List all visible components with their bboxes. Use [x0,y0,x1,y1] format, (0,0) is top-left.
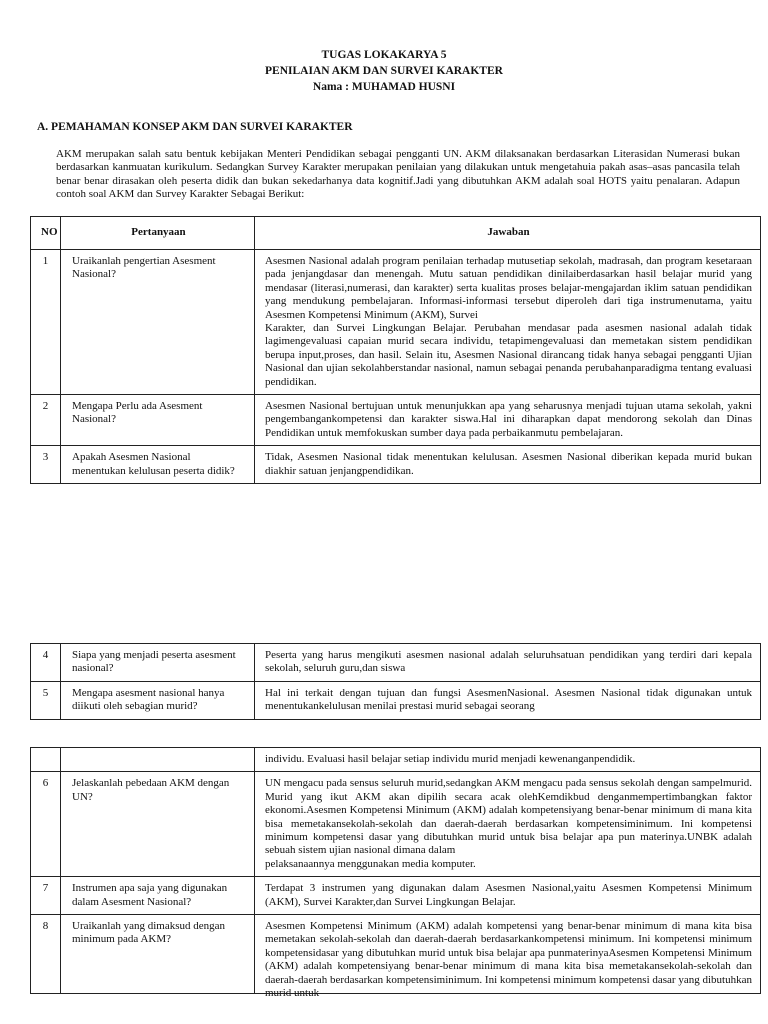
row-question: Uraikanlah pengertian Asesment Nasional? [61,250,255,395]
row-number: 3 [31,446,61,484]
row-question: Apakah Asesmen Nasional menentukan kelulusan peserta didik? [61,446,255,484]
row-answer: Asesmen Nasional bertujuan untuk menunjukkan apa yang seharusnya menjadi tujuan utama sekolah, yakni pengembangankompetensi dan karakter siswa.Hal ini diharapkan dapat mendorong sekolah dan Dinas Pendidikan untuk memfokuskan sumber daya pada perbaikanmutu pembelajaran. [255,395,761,446]
table-row [31,250,761,395]
table-row [31,772,761,877]
row-answer: Asesmen Nasional adalah program penilaian terhadap mutusetiap sekolah, madrasah, dan program kesetaraan pada jenjangdasar dan menengah. Mutu satuan pendidikan dinilaiberdasarkan hasil belajar murid yang mendasar (literasi,numerasi, dan karakter) serta kualitas proses belajar-mengajardan iklim satuan pendidikan yang mendukung pembelajaran. Informasi-informasi tersebut diperoleh dari tiga instrumenutama, yaitu Asesmen Kompetensi Minimum (AKM), Survei Karakter, dan Survei Lingkungan Belajar. Perubahan mendasar pada asesmen nasional adalah tidak lagimengevaluasi capaian murid secara individu, tetapimengevaluasi dan memetakan sistem pendidikan berupa input,proses, dan hasil. Selain itu, Asesmen Nasional dirancang tidak hanya sebagai pengganti Ujian Nasional dan ujian sekolahberstandar nasional, namun sebagai penanda perubahanparadigma tentang evaluasi pendidikan. [255,250,761,395]
table-header-row [31,217,761,250]
row-number: 1 [31,250,61,395]
document-title: TUGAS LOKAKARYA 5 [321,49,447,61]
table-row [31,877,761,915]
row-answer: Terdapat 3 instrumen yang digunakan dalam Asesmen Nasional,yaitu Asesmen Kompetensi Minimum (AKM), Survei Karakter,dan Survei Lingkungan Belajar. [255,877,761,915]
row-number [31,748,61,772]
table-row [31,681,761,719]
row-question: Jelaskanlah pebedaan AKM dengan UN? [61,772,255,877]
author-name: Nama : MUHAMAD HUSNI [312,81,456,93]
row-answer-text: Asesmen Kompetensi Minimum (AKM) adalah kompetensi yang benar-benar minimum di mana kita bisa memetakan sekolah-sekolah dan daerah-daerah berdasarkankompetensi minimum. Ini kompetensi minimum kompetensidasar yang dibutuhkan murid untuk bisa belajar apa punmaterinyaAsesmen Kompetensi Minimum (AKM) adalah kompetensiyang benar-benar minimum di mana kita bisa memetakansekolah-sekolah dan daerah-daerah berdasarkan kompetensiminimum. Ini kompetensi minimum kompetensi dasar yang dibutuhkan murid untuk [265,920,752,1000]
row-question: Instrumen apa saja yang digunakan dalam Asesment Nasional? [61,877,255,915]
row-answer: UN mengacu pada sensus seluruh murid,sedangkan AKM mengacu pada sensus sekolah dengan sampelmurid. Murid yang ikut AKM akan dipilih secara acak olehKemdikbud denganmempertimbangkan faktor ekonomi.Asesmen Kompetensi Minimum (AKM) adalah kompetensiyang benar-benar minimum di mana kita bisa memetakansekolah-sekolah dan daerah-daerah berdasarkan kompetensiminimum. Ini kompetensi minimum kompetensi dasar yang dibutuhkan murid untuk bisa belajar apa pun materinya.UNBK adalah sebuah sistem ujian nasional dimana dalam pelaksanaannya menggunakan media komputer. [255,772,761,877]
intro-paragraph [56,148,740,202]
table-row [31,748,761,772]
qa-table-part-1 [30,216,761,484]
row-number: 6 [31,772,61,877]
qa-table-part-3 [30,747,761,1000]
row-question: Mengapa asesment nasional hanya diikuti oleh sebagian murid? [61,681,255,719]
row-answer: individu. Evaluasi hasil belajar setiap individu murid menjadi kewenanganpendidik. [255,748,761,772]
row-number: 8 [31,915,61,994]
row-question: Mengapa Perlu ada Asesment Nasional? [61,395,255,446]
row-number: 4 [31,644,61,682]
header-no: NO [31,217,61,250]
row-question: Siapa yang menjadi peserta asesment nasional? [61,644,255,682]
row-answer: Tidak, Asesmen Nasional tidak menentukan kelulusan. Asesmen Nasional diberikan kepada murid bukan diakhir satuan jenjangpendidikan. [255,446,761,484]
row-number: 2 [31,395,61,446]
header-answer: Jawaban [255,217,761,250]
row-question [61,748,255,772]
section-heading: A. PEMAHAMAN KONSEP AKM DAN SURVEI KARAKTER [37,121,353,133]
table-row [31,644,761,682]
row-answer [255,915,761,1000]
row-question: Uraikanlah yang dimaksud dengan minimum pada AKM? [61,915,255,994]
table-row [31,395,761,446]
document-subtitle: PENILAIAN AKM DAN SURVEI KARAKTER [265,65,503,77]
table-row [31,915,761,994]
row-answer: Peserta yang harus mengikuti asesmen nasional adalah seluruhsatuan pendidikan yang terdiri dari kepala sekolah, seluruh guru,dan siswa [255,644,761,682]
row-number: 7 [31,877,61,915]
row-number: 5 [31,681,61,719]
row-answer: Hal ini terkait dengan tujuan dan fungsi AsesmenNasional. Asesmen Nasional tidak digunakan untuk menentukankelulusan menilai prestasi murid sebagai seorang [255,681,761,719]
intro-text: AKM merupakan salah satu bentuk kebijakan Menteri Pendidikan sebagai pengganti UN. AKM dilaksanakan berdasarkan Literasidan Numerasi bukan berdasarkan kanmuatan kurikulum. Sedangkan Survey Karakter merupakan penilaian yang dilakukan untuk mengetahuia pakah asas–asas pancasila telah benar benar dirasakan oleh peserta didik dan bukan sekedarhanya data kognitif.Jadi yang dibutuhkan AKM adalah soal HOTS yaitu penalaran. Adapun contoh soal AKM dan Survey Karakter Sebagai Berikut: [56,148,740,201]
qa-table-part-2 [30,643,761,720]
header-question: Pertanyaan [61,217,255,250]
table-row [31,446,761,484]
